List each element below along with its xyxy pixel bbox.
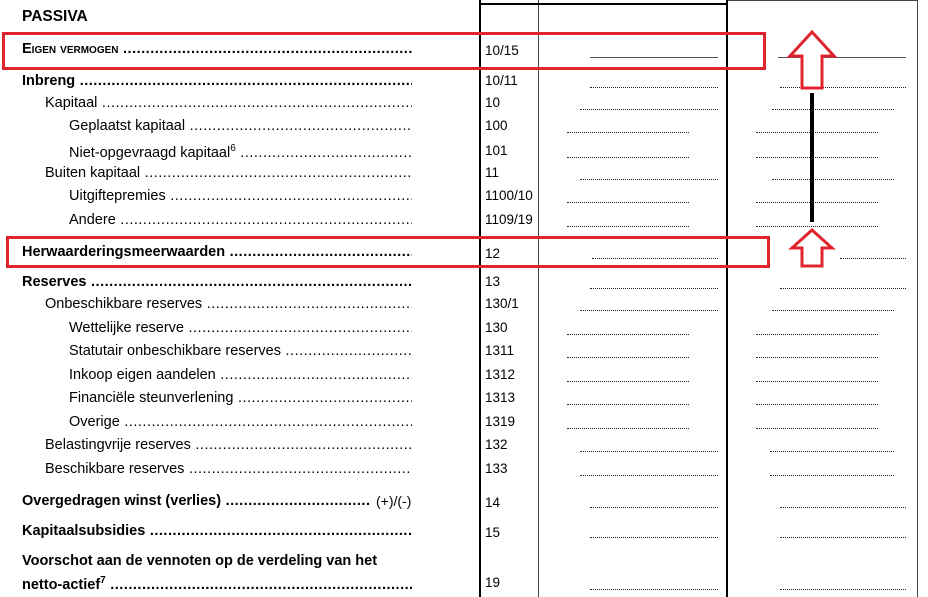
row-andere	[0, 211, 928, 233]
value-previous-year	[772, 177, 894, 180]
row-financiele-steunverlening	[0, 389, 928, 411]
row-label: Geplaatst kapitaal .....	[69, 117, 412, 135]
value-previous-year	[780, 535, 906, 538]
row-code: 10/11	[485, 73, 518, 88]
row-code: 101	[485, 143, 508, 158]
row-label: Buiten kapitaal .....	[45, 164, 412, 182]
value-previous-year	[780, 505, 906, 508]
row-code: 1312	[485, 367, 516, 382]
value-current-year	[580, 107, 718, 110]
row-code: 10	[485, 95, 501, 110]
value-previous-year	[772, 107, 894, 110]
row-code: 1109/19	[485, 212, 533, 227]
row-belastingvrije-reserves	[0, 436, 928, 458]
value-current-year	[567, 355, 689, 358]
value-previous-year	[756, 224, 878, 227]
value-previous-year	[770, 449, 894, 452]
value-current-year	[567, 379, 689, 382]
row-code: 1100/10	[485, 188, 533, 203]
value-current-year	[580, 308, 718, 311]
row-onbeschikbare-reserves	[0, 295, 928, 317]
sign-indicator: (+)/(-)	[376, 493, 412, 509]
value-current-year	[580, 449, 718, 452]
row-code: 130	[485, 320, 508, 335]
row-niet-opgevraagd-kapitaal	[0, 140, 928, 162]
row-label: Overige .....	[69, 413, 412, 431]
label-initial: E	[22, 41, 32, 57]
row-statutair-onbeschikbare-reserves	[0, 342, 928, 364]
value-current-year	[567, 155, 689, 158]
value-current-year	[590, 286, 718, 289]
value-current-year	[580, 473, 718, 476]
row-code: 132	[485, 437, 508, 452]
row-label: Inbreng .....	[22, 72, 412, 90]
table-top-border	[728, 0, 918, 1]
row-label: Herwaarderingsmeerwaarden .....	[22, 243, 412, 261]
row-code: 15	[485, 525, 501, 540]
value-previous-year	[772, 308, 894, 311]
row-label: Andere .....	[69, 211, 412, 229]
row-code: 133	[485, 461, 508, 476]
row-code: 1313	[485, 390, 516, 405]
value-current-year	[590, 85, 718, 88]
highlight-box-herwaarderingsmeerwaarden	[6, 236, 770, 268]
row-label: Overgedragen winst (verlies) .....	[22, 492, 370, 510]
value-previous-year	[770, 473, 894, 476]
label-text: netto-actief	[22, 576, 101, 593]
value-current-year	[567, 426, 689, 429]
value-previous-year	[756, 379, 878, 382]
value-current-year	[567, 332, 689, 335]
row-code: 100	[485, 118, 508, 133]
value-previous-year	[756, 155, 878, 158]
row-label: Beschikbare reserves .....	[45, 460, 412, 478]
value-current-year	[590, 505, 718, 508]
value-previous-year	[780, 85, 906, 88]
value-previous-year	[780, 587, 906, 590]
row-label: Inkoop eigen aandelen .....	[69, 366, 412, 384]
value-current-year	[567, 130, 689, 133]
row-beschikbare-reserves	[0, 460, 928, 482]
value-previous-year	[780, 286, 906, 289]
row-inkoop-eigen-aandelen	[0, 366, 928, 388]
footnote-marker: 7	[100, 575, 106, 586]
value-previous-year	[756, 426, 878, 429]
value-previous-year	[756, 130, 878, 133]
value-previous-year	[840, 256, 906, 259]
row-code: 11	[485, 165, 500, 180]
row-overige	[0, 413, 928, 435]
row-geplaatst-kapitaal	[0, 117, 928, 139]
row-reserves	[0, 273, 928, 295]
value-previous-year	[756, 355, 878, 358]
highlight-box-eigen-vermogen	[2, 32, 766, 70]
label-rest: igen vermogen	[31, 41, 119, 57]
row-label-line2	[22, 572, 412, 594]
code-column-top-border	[479, 3, 728, 5]
row-code: 19	[485, 575, 501, 590]
value-current-year	[567, 200, 689, 203]
row-uitgiftepremies	[0, 187, 928, 209]
label-text: Niet-opgevraagd kapitaal	[69, 144, 231, 161]
row-label: Wettelijke reserve .....	[69, 319, 412, 337]
value-previous-year	[756, 332, 878, 335]
row-label	[69, 140, 412, 162]
row-code: 14	[485, 495, 501, 510]
footnote-marker: 6	[230, 143, 236, 154]
row-buiten-kapitaal	[0, 164, 928, 186]
row-label: Reserves .....	[22, 273, 412, 291]
row-kapitaalsubsidies	[0, 522, 928, 544]
value-current-year	[590, 535, 718, 538]
row-label: Kapitaal .....	[45, 94, 412, 112]
value-current-year	[580, 177, 718, 180]
row-code: 1311	[485, 343, 515, 358]
row-code: 13	[485, 274, 501, 289]
row-kapitaal	[0, 94, 928, 116]
row-label-line1: Voorschot aan de vennoten op de verdeling van het	[22, 553, 378, 569]
row-wettelijke-reserve	[0, 319, 928, 341]
row-label: Kapitaalsubsidies .....	[22, 522, 412, 540]
row-code: 130/1	[485, 296, 519, 311]
row-voorschot-line1	[0, 552, 928, 574]
row-voorschot	[0, 572, 928, 594]
section-title: PASSIVA	[22, 8, 88, 25]
value-current-year	[590, 587, 718, 590]
value-previous-year	[756, 200, 878, 203]
value-previous-year	[756, 402, 878, 405]
value-current-year	[567, 224, 689, 227]
value-previous-year	[778, 55, 906, 58]
row-code: 1319	[485, 414, 516, 429]
row-label: Uitgiftepremies .....	[69, 187, 412, 205]
row-label: Statutair onbeschikbare reserves .....	[69, 342, 412, 360]
row-label: Onbeschikbare reserves .....	[45, 295, 412, 313]
row-code: 10/15	[485, 43, 519, 58]
row-label: Financiële steunverlening .....	[69, 389, 412, 407]
row-overgedragen-winst	[0, 492, 928, 514]
row-code: 12	[485, 246, 501, 261]
row-inbreng	[0, 72, 928, 94]
value-current-year	[567, 402, 689, 405]
row-label: Belastingvrije reserves .....	[45, 436, 412, 454]
